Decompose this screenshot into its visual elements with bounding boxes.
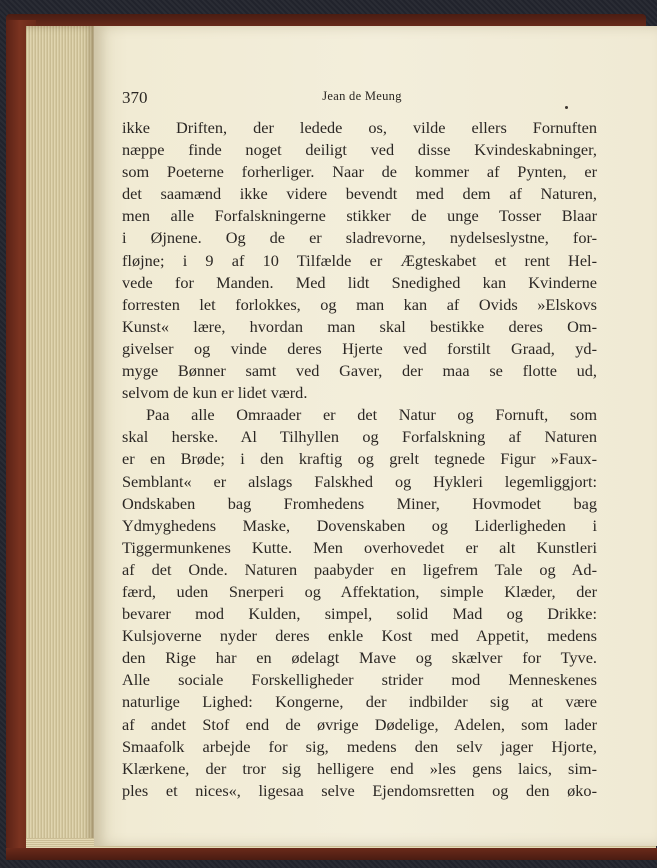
text-line: skal herske. Al Tilhyllen og Forfalskning af Naturen <box>122 427 597 447</box>
text-line: ikke Driften, der ledede os, vilde ellers Fornuften <box>122 118 597 137</box>
text-line: er en Brøde; i den kraftig og grelt tegnede Figur »Faux- <box>122 449 597 469</box>
text-line: Alle sociale Forskelligheder strider mod Menneskenes <box>122 670 597 690</box>
text-line: færd, uden Snerperi og Affektation, simple Klæder, der <box>122 581 597 601</box>
text-line: fløjne; i 9 af 10 Tilfælde er Ægteskabet et rent Hel- <box>122 250 597 270</box>
text-line: naturlige Lighed: Kongerne, der indbilder sig at være <box>122 692 597 712</box>
text-line: Klærkene, der tror sig helligere end »les gens laics, sim- <box>122 758 597 778</box>
text-line: Kulsjoverne nyder deres enkle Kost med Appetit, medens <box>122 626 597 646</box>
text-line: næppe finde noget deiligt ved disse Kvindeskabninger, <box>122 140 597 160</box>
text-line: forresten let forlokkes, og man kan af Ovids »Elskovs <box>122 294 597 314</box>
text-line: selvom de kun er lidet værd. <box>122 383 308 403</box>
text-line: Ondskaben bag Fromhedens Miner, Hovmodet bag <box>122 493 597 513</box>
text-line: myge Bønner samt ved Gaver, der maa se flotte ud, <box>122 361 597 381</box>
running-head-title: Jean de Meung <box>322 89 402 103</box>
page-number: 370 <box>122 88 148 107</box>
text-line: det saamænd ikke videre bevendt med dem af Naturen, <box>122 184 597 204</box>
text-line: Tiggermunkenes Kutte. Men overhovedet er alt Kunstleri <box>122 537 597 557</box>
text-line: ples et nices«, ligesaa selve Ejendomsretten og den øko- <box>122 780 597 800</box>
text-line: af andet Stof end de øvrige Dødelige, Adelen, som lader <box>122 714 597 734</box>
page-edges-stack <box>26 26 96 846</box>
paragraph-1 <box>122 117 597 404</box>
text-line: Kunst« lære, hvordan man skal bestikke deres Om- <box>122 316 597 336</box>
running-head <box>122 88 602 110</box>
paper-speck <box>565 106 568 109</box>
text-line: bevarer mod Kulden, simpel, solid Mad og Drikke: <box>122 604 597 624</box>
text-line: Smaafolk arbejde for sig, medens den selv jager Hjorte, <box>122 736 597 756</box>
book-cover-bottom <box>6 848 657 860</box>
text-line: den Rige har en ødelagt Mave og skælver for Tyve. <box>122 648 597 668</box>
paragraph-2 <box>122 404 597 802</box>
text-line: i Øjnene. Og de er sladrevorne, nydelseslystne, for- <box>122 228 597 248</box>
text-line: Paa alle Omraader er det Natur og Fornuft, som <box>146 405 597 425</box>
text-line: Ydmyghedens Maske, Dovenskaben og Liderligheden i <box>122 515 597 535</box>
text-line: vede for Manden. Med lidt Snedighed kan Kvinderne <box>122 272 597 292</box>
body-text <box>122 117 597 802</box>
text-line: Semblant« er alslags Falskhed og Hykleri legemliggjort: <box>122 471 597 491</box>
text-line: givelser og vinde deres Hjerte ved forstilt Graad, yd- <box>122 338 597 358</box>
text-line: af det Onde. Naturen paabyder en ligefrem Tale og Ad- <box>122 559 597 579</box>
text-line: men alle Forfalskningerne stikker de unge Tosser Blaar <box>122 206 597 226</box>
text-line: som Poeterne forherliger. Naar de kommer af Pynten, er <box>122 162 597 182</box>
